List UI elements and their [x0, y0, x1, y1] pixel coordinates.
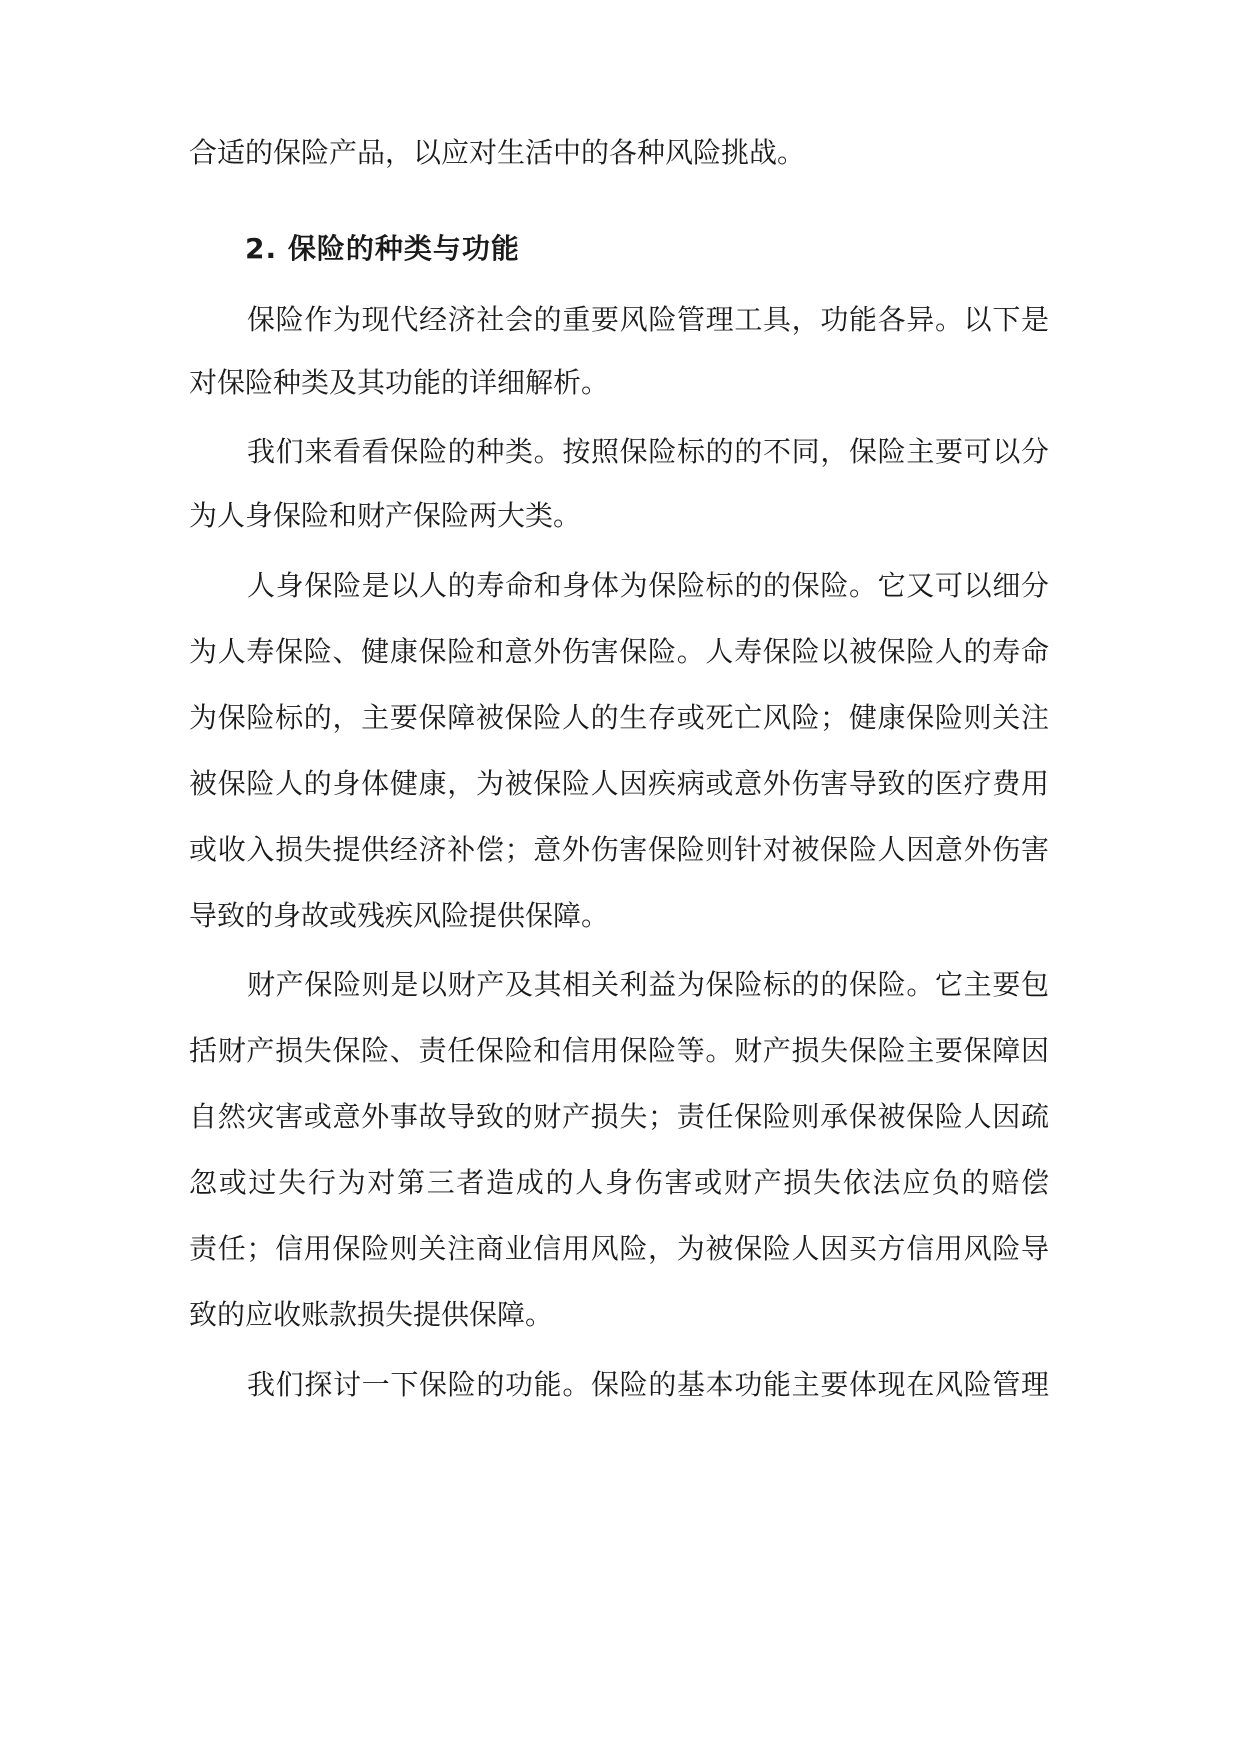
- paragraph-line: 责任；信用保险则关注商业信用风险，为被保险人因买方信用风险导: [189, 1232, 1049, 1265]
- paragraph-line: 人身保险是以人的寿命和身体为保险标的的保险。它又可以细分: [247, 569, 1049, 602]
- paragraph-line: 导致的身故或残疾风险提供保障。: [189, 899, 610, 932]
- paragraph-line: 为人身保险和财产保险两大类。: [189, 499, 582, 532]
- paragraph-line: 我们探讨一下保险的功能。保险的基本功能主要体现在风险管理: [247, 1368, 1049, 1401]
- paragraph-line: 自然灾害或意外事故导致的财产损失；责任保险则承保被保险人因疏: [189, 1100, 1049, 1133]
- paragraph-fragment-line: 合适的保险产品，以应对生活中的各种风险挑战。: [189, 136, 806, 169]
- paragraph-line: 被保险人的身体健康，为被保险人因疾病或意外伤害导致的医疗费用: [189, 767, 1049, 800]
- paragraph-line: 保险作为现代经济社会的重要风险管理工具，功能各异。以下是: [247, 303, 1049, 336]
- paragraph-line: 我们来看看保险的种类。按照保险标的的不同，保险主要可以分: [247, 435, 1049, 468]
- paragraph-line: 或收入损失提供经济补偿；意外伤害保险则针对被保险人因意外伤害: [189, 833, 1049, 866]
- paragraph-line: 忽或过失行为对第三者造成的人身伤害或财产损失依法应负的赔偿: [189, 1166, 1049, 1199]
- paragraph-line: 致的应收账款损失提供保障。: [189, 1298, 554, 1331]
- section-heading: 2. 保险的种类与功能: [245, 232, 520, 265]
- paragraph-line: 为保险标的，主要保障被保险人的生存或死亡风险；健康保险则关注: [189, 701, 1049, 734]
- paragraph-line: 为人寿保险、健康保险和意外伤害保险。人寿保险以被保险人的寿命: [189, 635, 1049, 668]
- paragraph-line: 括财产损失保险、责任保险和信用保险等。财产损失保险主要保障因: [189, 1034, 1049, 1067]
- paragraph-line: 对保险种类及其功能的详细解析。: [189, 366, 610, 399]
- paragraph-line: 财产保险则是以财产及其相关利益为保险标的的保险。它主要包: [247, 968, 1049, 1001]
